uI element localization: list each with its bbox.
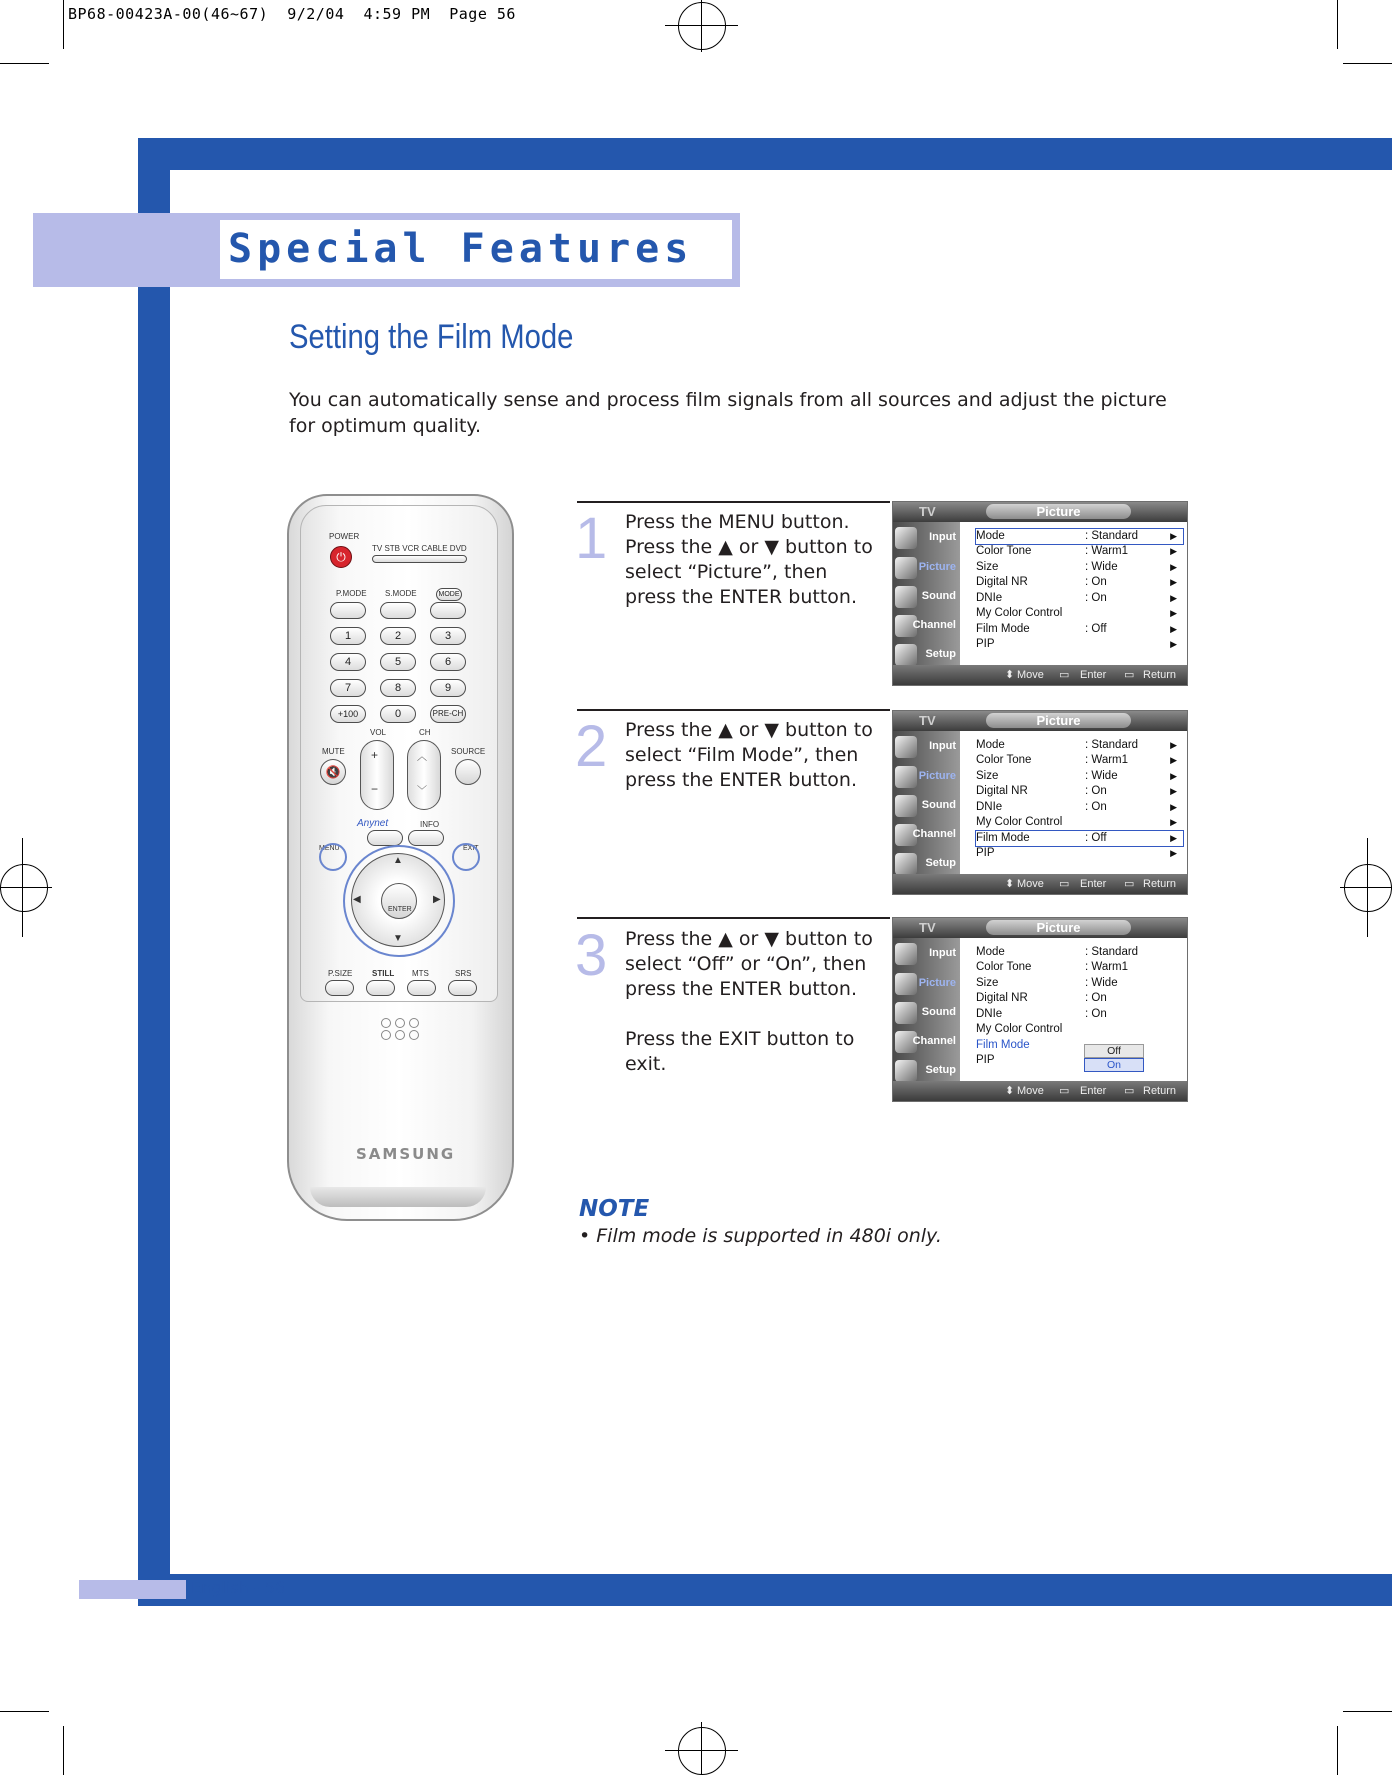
step-number: 1 (575, 506, 608, 571)
osd-nav-input (893, 524, 960, 552)
osd-title: Picture (986, 920, 1131, 935)
osd-row-digital-nr (976, 575, 1183, 590)
intro-paragraph: You can automatically sense and process film signals from all sources and adjust the picture for optimum quality. (289, 389, 1167, 437)
number-key: 8 (380, 679, 416, 697)
step-extra: Press the EXIT button to exit. (625, 1028, 855, 1075)
osd-row-mode (976, 529, 1183, 544)
mute-label: MUTE (322, 747, 345, 756)
osd-row-size (976, 769, 1183, 784)
note-text: • Film mode is supported in 480i only. (579, 1225, 942, 1247)
input-icon (895, 736, 917, 758)
osd-row-value: : Wide (1085, 561, 1118, 573)
osd-screen-1 (892, 501, 1188, 686)
ch-label: CH (419, 728, 431, 737)
osd-nav-label: Sound (921, 799, 956, 811)
osd-title-bar (893, 918, 1187, 938)
right-arrow-icon: ▶ (1170, 786, 1177, 796)
osd-row-mode (976, 738, 1183, 753)
psize-label: P.SIZE (328, 969, 353, 978)
right-arrow-icon: ▶ (1170, 624, 1177, 634)
osd-row-film-mode (976, 622, 1183, 637)
registration-mark-line (1367, 838, 1368, 937)
osd-row-color-tone (976, 753, 1183, 768)
crop-mark (0, 63, 49, 64)
note-title: NOTE (579, 1196, 650, 1222)
enter-button (381, 883, 417, 919)
number-key: 1 (330, 627, 366, 645)
right-arrow-icon: ▶ (1170, 848, 1177, 858)
number-key: 2 (380, 627, 416, 645)
osd-row-label: Mode (976, 739, 1005, 751)
osd-row-label: Film Mode (976, 1039, 1030, 1051)
anynet-logo: Anynet (357, 818, 389, 829)
footer-bar (79, 1580, 186, 1599)
registration-mark (678, 1727, 726, 1775)
osd-row-dnie (976, 1007, 1183, 1022)
osd-row-film-mode (976, 831, 1183, 846)
source-mode-labels: TV STB VCR CABLE DVD (372, 544, 467, 553)
osd-row-label: Size (976, 977, 999, 989)
osd-tv-tab: TV (919, 713, 936, 728)
osd-row-value: : Warm1 (1085, 961, 1129, 973)
down-arrow-icon: ▼ (393, 933, 403, 944)
return-icon: ▭ (1124, 878, 1135, 890)
osd-row-label: PIP (976, 847, 995, 859)
osd-row-pip (976, 637, 1183, 652)
step-text (625, 718, 880, 793)
osd-footer-return: Return (1143, 878, 1177, 890)
setup-icon (895, 1060, 917, 1082)
vol-up-icon: + (371, 748, 379, 762)
right-arrow-icon: ▶ (1170, 755, 1177, 765)
right-arrow-icon: ▶ (1170, 593, 1177, 603)
osd-footer-move: Move (1017, 1085, 1044, 1097)
osd-row-label: My Color Control (976, 607, 1063, 619)
picture-icon (895, 557, 917, 579)
power-button: ⏻ (330, 546, 352, 568)
osd-row-label: PIP (976, 1054, 995, 1066)
crop-mark (1343, 63, 1392, 64)
setup-icon (895, 853, 917, 875)
osd-row-label: Mode (976, 530, 1005, 542)
still-label: STILL (372, 969, 395, 978)
setup-icon (895, 644, 917, 666)
info-label: INFO (420, 820, 440, 829)
anynet-button (367, 830, 403, 846)
osd-row-label: Digital NR (976, 576, 1028, 588)
osd-footer (893, 1081, 1187, 1101)
step-number: 3 (575, 923, 608, 988)
step-rule (577, 709, 890, 711)
osd-row-label: Film Mode (976, 623, 1030, 635)
smode-label: S.MODE (385, 589, 417, 598)
osd-row-label: Size (976, 561, 999, 573)
step-number: 2 (575, 714, 608, 779)
osd-nav-label: Picture (918, 770, 956, 782)
osd-row-label: Color Tone (976, 961, 1032, 973)
osd-footer-return: Return (1143, 669, 1177, 681)
led-dot (395, 1018, 405, 1028)
osd-screen-2 (892, 710, 1188, 895)
osd-title-bar (893, 502, 1187, 522)
chapter-title: Special Features (228, 226, 694, 272)
osd-row-color-tone (976, 960, 1183, 975)
srs-label: SRS (455, 969, 472, 978)
osd-row-digital-nr (976, 784, 1183, 799)
registration-mark-line (701, 1722, 702, 1775)
step-instruction: Press the ▲ or ▼ button to select “Off” or “On”, then press the ENTER button. (625, 928, 873, 1000)
step-instruction: Press the ▲ or ▼ button to select “Film Mode”, then press the ENTER button. (625, 719, 873, 791)
step-instruction: Press the MENU button. Press the ▲ or ▼ button to select “Picture”, then press the ENTER button. (625, 511, 873, 608)
right-arrow-icon: ▶ (1170, 531, 1177, 541)
page-number: English - 56 (191, 1578, 286, 1597)
osd-option-off: Off (1084, 1044, 1144, 1058)
right-arrow-icon: ▶ (1170, 546, 1177, 556)
psize-button (325, 980, 354, 996)
osd-row-value: : Wide (1085, 770, 1118, 782)
crop-mark (63, 1726, 64, 1775)
picture-icon (895, 766, 917, 788)
osd-row-digital-nr (976, 991, 1183, 1006)
prech-key: PRE-CH (430, 705, 466, 723)
osd-row-value: : On (1085, 576, 1107, 588)
enter-icon: ▭ (1059, 1085, 1070, 1097)
power-label: POWER (329, 532, 360, 541)
page-frame-left (138, 138, 170, 1606)
source-mode-slider (372, 555, 467, 563)
sound-icon (895, 586, 917, 608)
osd-row-my-color-control (976, 815, 1183, 830)
osd-nav-sound (893, 999, 960, 1027)
osd-footer-enter: Enter (1080, 1085, 1107, 1097)
osd-nav-label: Setup (925, 1064, 956, 1076)
osd-nav-label: Channel (912, 828, 956, 840)
osd-row-value: : Off (1085, 832, 1107, 844)
osd-row-label: DNIe (976, 801, 1003, 813)
osd-nav-picture (893, 554, 960, 582)
remote-bottom-cap (310, 1187, 486, 1207)
osd-row-color-tone (976, 544, 1183, 559)
osd-row-value: : Warm1 (1085, 545, 1129, 557)
osd-row-label: Color Tone (976, 545, 1032, 557)
osd-row-value: : On (1085, 992, 1107, 1004)
osd-row-pip (976, 1053, 1183, 1068)
crop-mark (1343, 1711, 1392, 1712)
pmode-label: P.MODE (336, 589, 367, 598)
osd-nav-picture (893, 970, 960, 998)
picture-icon (895, 973, 917, 995)
osd-row-label: Digital NR (976, 785, 1028, 797)
osd-row-size (976, 976, 1183, 991)
print-slug: BP68-00423A-00(46~67) 9/2/04 4:59 PM Page 56 (68, 5, 516, 23)
sound-icon (895, 795, 917, 817)
osd-row-label: Color Tone (976, 754, 1032, 766)
osd-row-value: : On (1085, 785, 1107, 797)
osd-sidebar (893, 731, 960, 874)
osd-nav-label: Channel (912, 619, 956, 631)
osd-nav-picture (893, 763, 960, 791)
osd-nav-channel (893, 821, 960, 849)
osd-nav-input (893, 940, 960, 968)
right-arrow-icon: ▶ (1170, 740, 1177, 750)
move-icon: ⬍ (1005, 878, 1015, 890)
page-frame-top (138, 138, 1392, 170)
source-label: SOURCE (451, 747, 486, 756)
osd-nav-label: Picture (918, 977, 956, 989)
osd-screen-3 (892, 917, 1188, 1102)
osd-footer (893, 665, 1187, 685)
osd-nav-label: Input (929, 740, 956, 752)
osd-tv-tab: TV (919, 504, 936, 519)
osd-row-size (976, 560, 1183, 575)
registration-mark-line (0, 887, 52, 888)
return-icon: ▭ (1124, 1085, 1135, 1097)
menu-label: MENU (319, 845, 340, 852)
led-dot (381, 1018, 391, 1028)
osd-row-label: Digital NR (976, 992, 1028, 1004)
right-arrow-icon: ▶ (433, 894, 441, 905)
osd-row-my-color-control (976, 606, 1183, 621)
osd-nav-channel (893, 1028, 960, 1056)
osd-nav-sound (893, 583, 960, 611)
osd-nav-label: Input (929, 531, 956, 543)
osd-row-label: PIP (976, 638, 995, 650)
step-rule (577, 501, 890, 503)
number-key: 6 (430, 653, 466, 671)
enter-icon: ▭ (1059, 669, 1070, 681)
led-dot (381, 1030, 391, 1040)
osd-row-value: : Standard (1085, 739, 1139, 751)
pmode-button (330, 602, 366, 619)
srs-button (448, 980, 477, 996)
move-icon: ⬍ (1005, 1085, 1015, 1097)
still-button (366, 980, 395, 996)
osd-nav-input (893, 733, 960, 761)
osd-title: Picture (986, 504, 1131, 519)
osd-row-my-color-control (976, 1022, 1183, 1037)
info-button (408, 830, 444, 846)
osd-tv-tab: TV (919, 920, 936, 935)
osd-row-label: DNIe (976, 592, 1003, 604)
osd-nav-label: Channel (912, 1035, 956, 1047)
ch-up-icon: ︿ (417, 752, 427, 763)
osd-sidebar (893, 938, 960, 1081)
section-title: Setting the Film Mode (289, 318, 574, 356)
osd-row-label: Film Mode (976, 832, 1030, 844)
osd-nav-label: Setup (925, 857, 956, 869)
led-dot (409, 1018, 419, 1028)
osd-row-label: My Color Control (976, 1023, 1063, 1035)
crop-mark (1337, 0, 1338, 49)
osd-nav-label: Sound (921, 590, 956, 602)
osd-row-value: : On (1085, 1008, 1107, 1020)
left-arrow-icon: ◀ (353, 894, 361, 905)
osd-footer-move: Move (1017, 878, 1044, 890)
source-button (455, 759, 481, 785)
led-dot (409, 1030, 419, 1040)
osd-title-bar (893, 711, 1187, 731)
exit-button (452, 843, 480, 871)
osd-row-value: : Standard (1085, 946, 1139, 958)
osd-footer-move: Move (1017, 669, 1044, 681)
right-arrow-icon: ▶ (1170, 639, 1177, 649)
menu-button (319, 843, 347, 871)
input-icon (895, 527, 917, 549)
registration-mark (678, 2, 726, 50)
registration-mark (1344, 864, 1392, 912)
mts-button (407, 980, 436, 996)
osd-row-value: : Off (1085, 623, 1107, 635)
osd-footer-return: Return (1143, 1085, 1177, 1097)
enter-label: ENTER (388, 906, 412, 913)
mts-label: MTS (412, 969, 429, 978)
number-key: 3 (430, 627, 466, 645)
number-key: 5 (380, 653, 416, 671)
led-dot (395, 1030, 405, 1040)
right-arrow-icon: ▶ (1170, 771, 1177, 781)
registration-mark-line (1340, 887, 1392, 888)
page-frame-bottom (138, 1574, 1392, 1606)
osd-nav-label: Setup (925, 648, 956, 660)
right-arrow-icon: ▶ (1170, 608, 1177, 618)
registration-mark (0, 864, 48, 912)
registration-mark-line (701, 0, 702, 52)
vol-down-icon: − (371, 782, 379, 796)
osd-footer-enter: Enter (1080, 669, 1107, 681)
ch-down-icon: ﹀ (417, 786, 427, 797)
osd-row-film-mode (976, 1038, 1183, 1053)
osd-nav-channel (893, 612, 960, 640)
osd-nav-label: Input (929, 947, 956, 959)
osd-nav-sound (893, 792, 960, 820)
mode-label: MODE (436, 588, 462, 601)
osd-title: Picture (986, 713, 1131, 728)
osd-row-label: DNIe (976, 1008, 1003, 1020)
right-arrow-icon: ▶ (1170, 577, 1177, 587)
registration-mark-line (22, 838, 23, 937)
crop-mark (1337, 1726, 1338, 1775)
osd-option-on: On (1084, 1058, 1144, 1072)
enter-icon: ▭ (1059, 878, 1070, 890)
number-key: 4 (330, 653, 366, 671)
osd-nav-label: Picture (918, 561, 956, 573)
sound-icon (895, 1002, 917, 1024)
up-arrow-icon: ▲ (393, 855, 403, 866)
osd-row-value: : Wide (1085, 977, 1118, 989)
move-icon: ⬍ (1005, 669, 1015, 681)
osd-row-label: Mode (976, 946, 1005, 958)
osd-footer (893, 874, 1187, 894)
osd-row-value: : On (1085, 801, 1107, 813)
osd-row-value: : On (1085, 592, 1107, 604)
step-rule (577, 917, 890, 919)
input-icon (895, 943, 917, 965)
vol-label: VOL (370, 728, 387, 737)
crop-mark (63, 0, 64, 49)
number-key: 9 (430, 679, 466, 697)
right-arrow-icon: ▶ (1170, 833, 1177, 843)
osd-row-value: : Warm1 (1085, 754, 1129, 766)
crop-mark (0, 1711, 49, 1712)
mute-icon: 🔇 (320, 759, 346, 785)
step-text (625, 510, 880, 610)
osd-row-mode (976, 945, 1183, 960)
smode-button (380, 602, 416, 619)
osd-row-label: My Color Control (976, 816, 1063, 828)
return-icon: ▭ (1124, 669, 1135, 681)
right-arrow-icon: ▶ (1170, 817, 1177, 827)
number-key: 0 (380, 705, 416, 723)
plus100-key: +100 (330, 705, 366, 723)
right-arrow-icon: ▶ (1170, 802, 1177, 812)
right-arrow-icon: ▶ (1170, 562, 1177, 572)
osd-sidebar (893, 522, 960, 665)
step-text (625, 927, 880, 1077)
osd-row-dnie (976, 591, 1183, 606)
osd-row-label: Size (976, 770, 999, 782)
osd-footer-enter: Enter (1080, 878, 1107, 890)
osd-nav-label: Sound (921, 1006, 956, 1018)
exit-label: EXIT (463, 845, 479, 852)
osd-row-dnie (976, 800, 1183, 815)
osd-row-value: : Standard (1085, 530, 1139, 542)
mode-button (430, 602, 466, 619)
osd-row-pip (976, 846, 1183, 861)
samsung-logo: SAMSUNG (356, 1145, 456, 1163)
number-key: 7 (330, 679, 366, 697)
